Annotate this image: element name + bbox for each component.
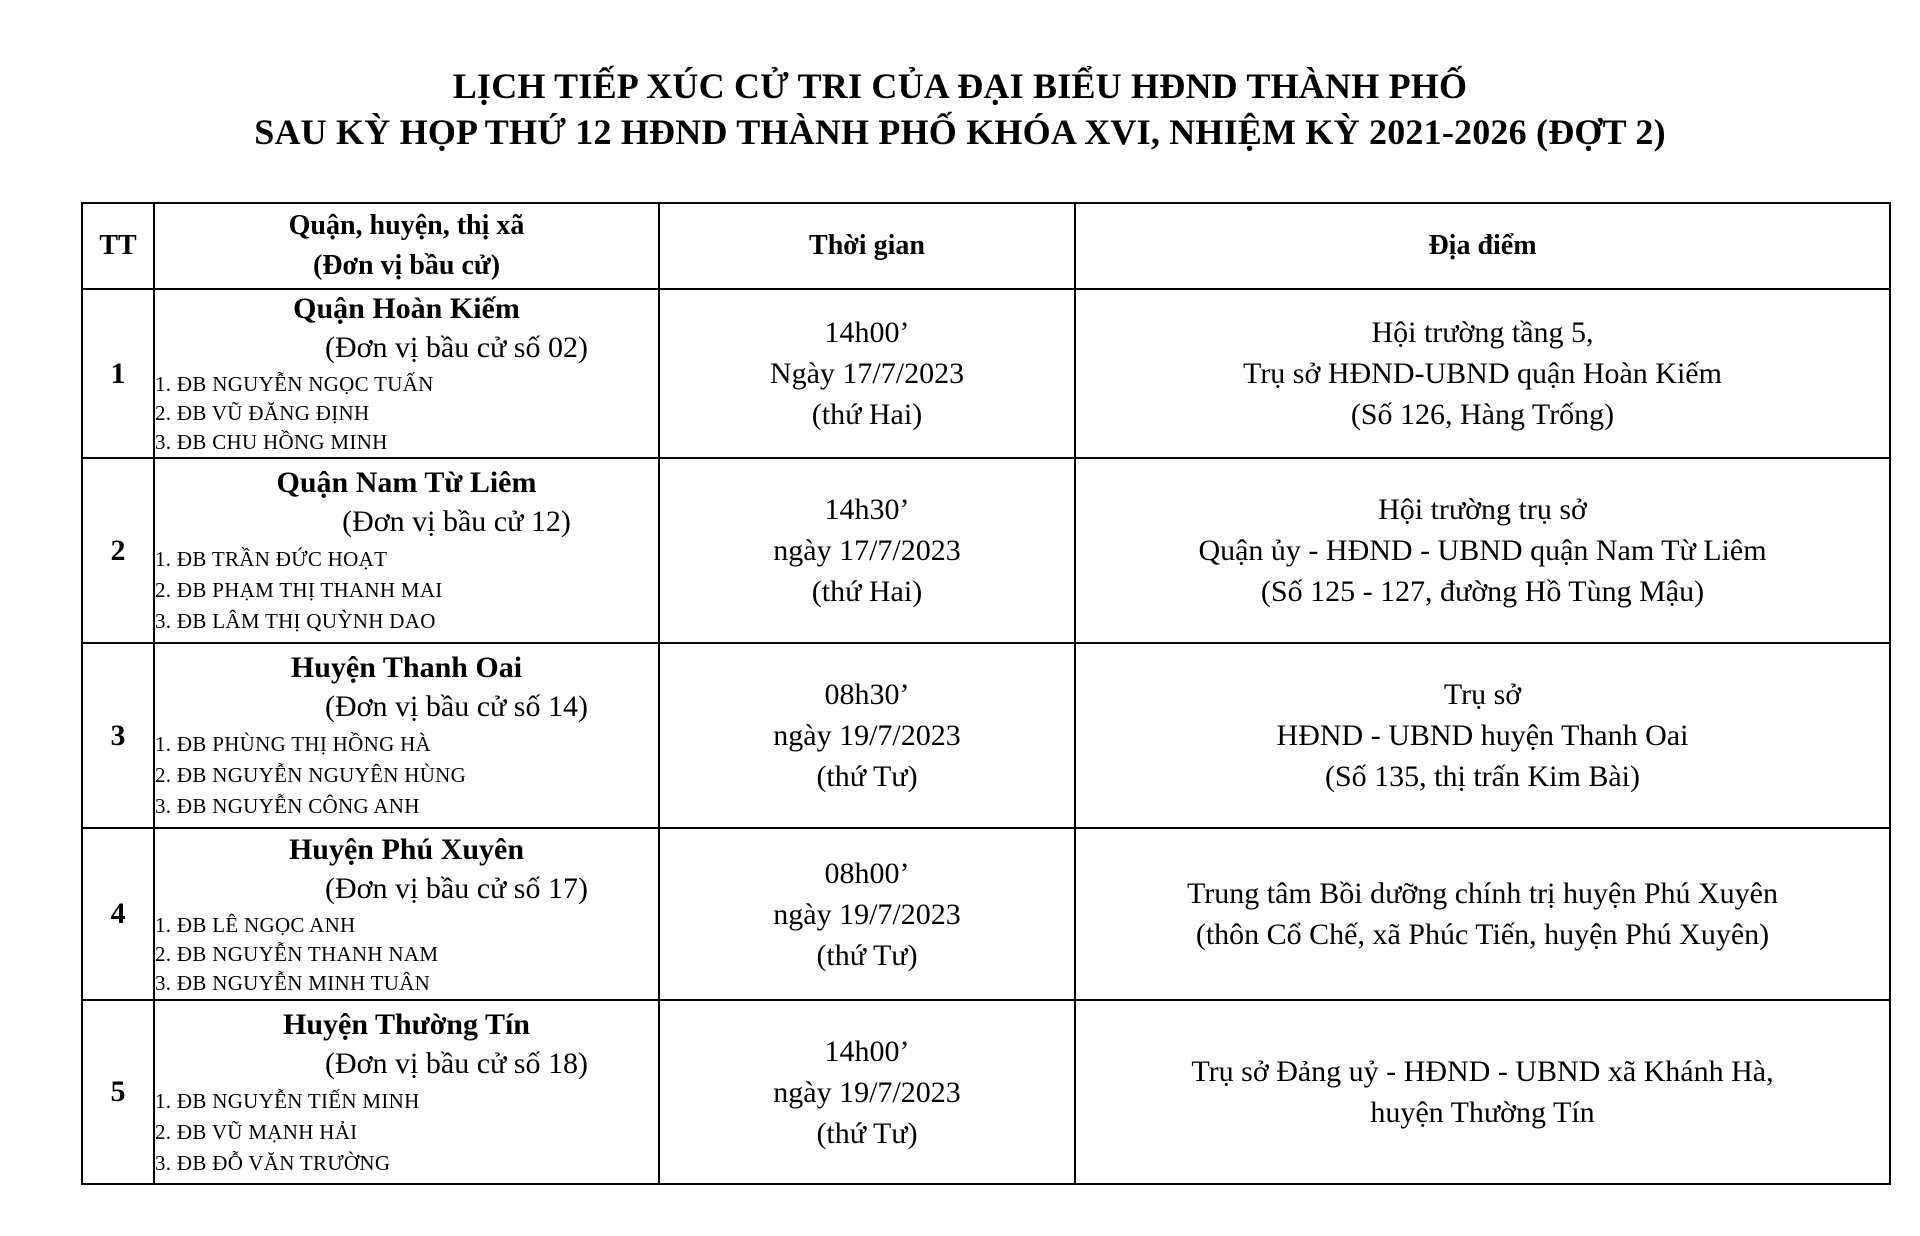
district-name: Quận Hoàn Kiếm	[293, 292, 520, 325]
place-line: Trụ sở	[1443, 678, 1522, 711]
place-line: Quận ủy - HĐND - UBND quận Nam Từ Liêm	[1198, 534, 1767, 567]
deputy-item: 1. ĐB NGUYỄN NGỌC TUẤN	[155, 372, 434, 396]
row-number: 4	[82, 828, 154, 1000]
time-weekday: (thứ Tư)	[816, 938, 918, 972]
constituency-label: (Đơn vị bầu cử số 14)	[325, 690, 588, 723]
constituency-cell	[154, 1000, 659, 1184]
deputy-list	[155, 1086, 658, 1179]
table-row	[82, 458, 1890, 643]
time-cell	[659, 1000, 1075, 1184]
row-number: 5	[82, 1000, 154, 1184]
deputy-item: 3. ĐB NGUYỄN MINH TUÂN	[155, 970, 431, 995]
district-name: Huyện Phú Xuyên	[288, 832, 525, 866]
district-name: Quận Nam Từ Liêm	[276, 466, 537, 499]
deputy-item: 1. ĐB PHÙNG THỊ HỒNG HÀ	[155, 732, 432, 756]
place-line: Hội trường trụ sở	[1378, 493, 1587, 526]
constituency-label: (Đơn vị bầu cử số 18)	[325, 1046, 588, 1080]
deputy-item: 2. ĐB VŨ MẠNH HẢI	[155, 1119, 358, 1144]
deputy-item: 1. ĐB LÊ NGỌC ANH	[155, 912, 356, 937]
deputy-item: 3. ĐB NGUYỄN CÔNG ANH	[155, 794, 420, 818]
deputy-item: 3. ĐB ĐỖ VĂN TRƯỜNG	[155, 1150, 391, 1175]
schedule-table	[81, 202, 1891, 1185]
place-cell	[1075, 458, 1890, 643]
table-row	[82, 643, 1890, 828]
deputy-item: 1. ĐB NGUYỄN TIẾN MINH	[155, 1088, 420, 1113]
constituency-label: (Đơn vị bầu cử số 17)	[325, 871, 588, 905]
deputy-item: 2. ĐB NGUYỄN THANH NAM	[155, 941, 439, 966]
deputy-item: 2. ĐB VŨ ĐĂNG ĐỊNH	[155, 401, 370, 425]
place-cell	[1075, 828, 1890, 1000]
time-hour: 14h30’	[824, 493, 910, 526]
deputy-item: 2. ĐB PHẠM THỊ THANH MAI	[155, 578, 443, 602]
time-weekday: (thứ Tư)	[816, 760, 918, 793]
time-cell	[659, 643, 1075, 828]
deputy-item: 3. ĐB CHU HỒNG MINH	[155, 430, 388, 454]
place-line: huyện Thường Tín	[1370, 1096, 1595, 1129]
table-row	[82, 828, 1890, 1000]
constituency-cell	[154, 289, 659, 458]
time-hour: 08h30’	[824, 678, 910, 711]
time-cell	[659, 289, 1075, 458]
header-place: Địa điểm	[1075, 203, 1890, 289]
time-hour: 14h00’	[824, 316, 910, 349]
deputy-item: 1. ĐB TRẦN ĐỨC HOẠT	[155, 547, 388, 571]
table-row	[82, 289, 1890, 458]
constituency-cell	[154, 458, 659, 643]
header-unit-line-1: Quận, huyện, thị xã	[288, 210, 525, 241]
time-weekday: (thứ Hai)	[811, 575, 923, 608]
document-title-line-2: SAU KỲ HỌP THỨ 12 HĐND THÀNH PHỐ KHÓA XVI, NHIỆM KỲ 2021-2026 (ĐỢT 2)	[254, 112, 1666, 152]
row-number: 1	[82, 289, 154, 458]
time-date: ngày 17/7/2023	[773, 534, 961, 567]
deputy-list	[155, 370, 658, 457]
time-weekday: (thứ Hai)	[811, 398, 923, 431]
constituency-cell	[154, 828, 659, 1000]
place-cell	[1075, 289, 1890, 458]
header-time: Thời gian	[659, 203, 1075, 289]
table-row	[82, 1000, 1890, 1184]
header-tt: TT	[82, 203, 154, 289]
deputy-item: 2. ĐB NGUYỄN NGUYÊN HÙNG	[155, 763, 467, 787]
time-date: ngày 19/7/2023	[773, 897, 961, 931]
place-line: Trụ sở Đảng uỷ - HĐND - UBND xã Khánh Hà,	[1191, 1055, 1774, 1088]
time-hour: 14h00’	[824, 1034, 910, 1068]
district-name: Huyện Thanh Oai	[290, 651, 523, 684]
place-cell	[1075, 1000, 1890, 1184]
time-hour: 08h00’	[824, 856, 910, 890]
deputy-list	[155, 544, 658, 637]
place-line: Trụ sở HĐND-UBND quận Hoàn Kiếm	[1243, 357, 1722, 390]
constituency-cell	[154, 643, 659, 828]
header-unit-line-2: (Đơn vị bầu cử)	[312, 250, 501, 281]
deputy-item: 3. ĐB LÂM THỊ QUỲNH DAO	[155, 609, 436, 633]
table-header-row	[82, 203, 1890, 289]
time-weekday: (thứ Tư)	[816, 1116, 918, 1150]
header-unit	[154, 203, 659, 289]
deputy-list	[155, 729, 658, 822]
place-line: (Số 135, thị trấn Kim Bài)	[1325, 760, 1640, 793]
document-title-line-1: LỊCH TIẾP XÚC CỬ TRI CỦA ĐẠI BIỂU HĐND THÀNH PHỐ	[452, 66, 1468, 106]
constituency-label: (Đơn vị bầu cử 12)	[342, 505, 571, 538]
place-cell	[1075, 643, 1890, 828]
time-date: Ngày 17/7/2023	[769, 357, 965, 390]
place-line: HĐND - UBND huyện Thanh Oai	[1276, 719, 1689, 752]
time-cell	[659, 458, 1075, 643]
constituency-label: (Đơn vị bầu cử số 02)	[325, 331, 588, 364]
time-date: ngày 19/7/2023	[773, 1075, 961, 1109]
time-date: ngày 19/7/2023	[773, 719, 961, 752]
place-line: (Số 126, Hàng Trống)	[1350, 398, 1615, 431]
row-number: 3	[82, 643, 154, 828]
row-number: 2	[82, 458, 154, 643]
place-line: (Số 125 - 127, đường Hồ Tùng Mậu)	[1260, 575, 1705, 608]
deputy-list	[155, 911, 658, 998]
district-name: Huyện Thường Tín	[283, 1007, 530, 1041]
time-cell	[659, 828, 1075, 1000]
place-line: Trung tâm Bồi dưỡng chính trị huyện Phú Xuyên	[1186, 877, 1778, 910]
place-line: (thôn Cổ Chế, xã Phúc Tiến, huyện Phú Xuyên)	[1195, 918, 1770, 951]
place-line: Hội trường tầng 5,	[1371, 316, 1594, 349]
